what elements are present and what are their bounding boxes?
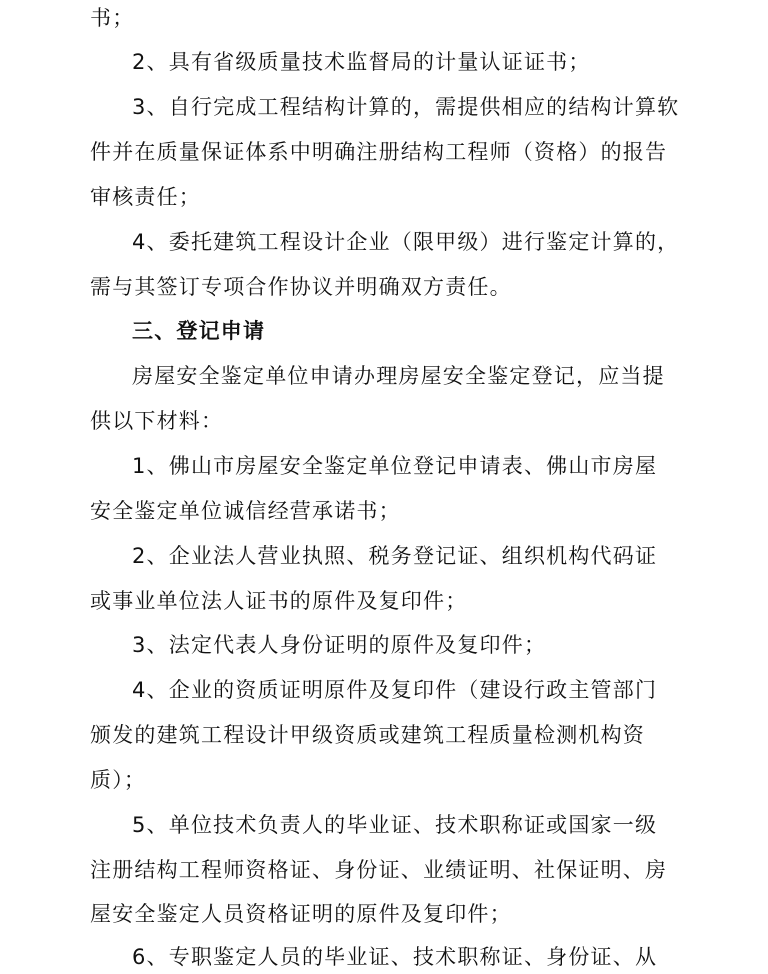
- text-line: 4、委托建筑工程设计企业（限甲级）进行鉴定计算的，: [132, 230, 680, 254]
- text-line: 或事业单位法人证书的原件及复印件；: [90, 589, 468, 613]
- text-line: 5、单位技术负责人的毕业证、技术职称证或国家一级: [132, 813, 658, 837]
- section-heading: 三、登记申请: [132, 319, 266, 343]
- text-line: 房屋安全鉴定单位申请办理房屋安全鉴定登记，应当提: [132, 364, 665, 388]
- text-line: 颁发的建筑工程设计甲级资质或建筑工程质量检测机构资: [90, 723, 645, 747]
- text-line: 4、企业的资质证明原件及复印件（建设行政主管部门: [132, 678, 658, 702]
- text-line: 3、自行完成工程结构计算的，需提供相应的结构计算软: [132, 95, 680, 119]
- text-line: 3、法定代表人身份证明的原件及复印件；: [132, 633, 547, 657]
- text-line: 件并在质量保证体系中明确注册结构工程师（资格）的报告: [90, 140, 668, 164]
- text-line: 注册结构工程师资格证、身份证、业绩证明、社保证明、房: [90, 858, 668, 882]
- text-line: 屋安全鉴定人员资格证明的原件及复印件；: [90, 902, 512, 926]
- text-line: 安全鉴定单位诚信经营承诺书；: [90, 499, 401, 523]
- text-line: 供以下材料：: [90, 409, 224, 433]
- text-line: 1、佛山市房屋安全鉴定单位登记申请表、佛山市房屋: [132, 454, 658, 478]
- text-line: 2、具有省级质量技术监督局的计量认证证书；: [132, 50, 591, 74]
- text-line: 书；: [90, 6, 135, 30]
- text-line: 2、企业法人营业执照、税务登记证、组织机构代码证: [132, 544, 658, 568]
- text-line: 需与其签订专项合作协议并明确双方责任。: [90, 275, 512, 299]
- text-line: 6、专职鉴定人员的毕业证、技术职称证、身份证、从: [132, 945, 658, 969]
- text-line: 质）；: [90, 768, 147, 792]
- text-line: 审核责任；: [90, 185, 201, 209]
